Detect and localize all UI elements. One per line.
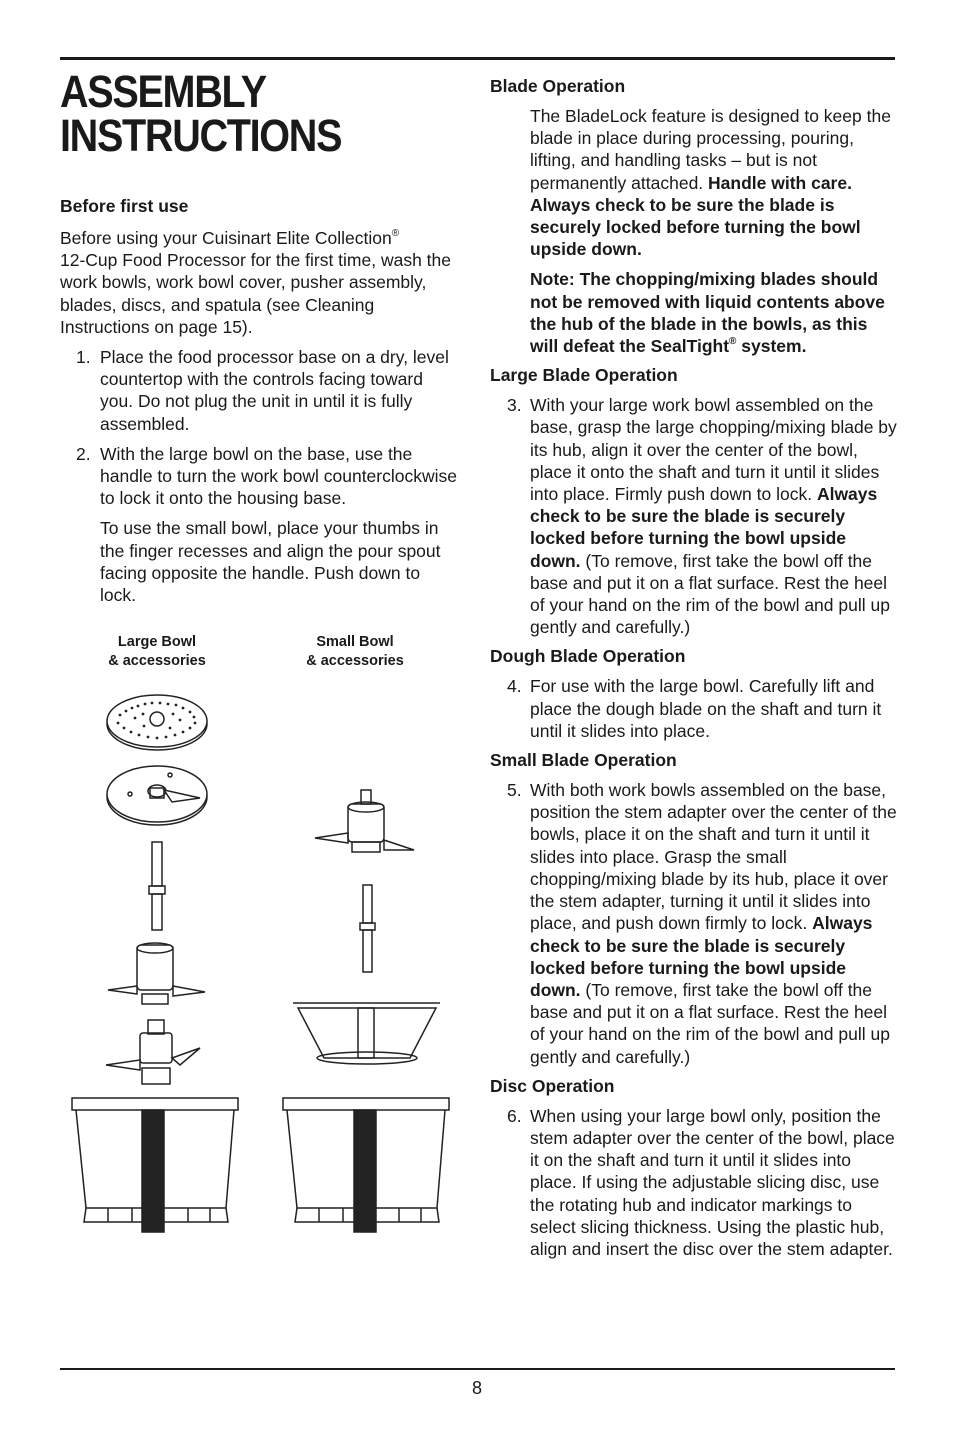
step-4: 4. For use with the large bowl. Carefully lift and place the dough blade on the shaft and turn it until it slides into place. — [507, 676, 882, 741]
step-5: 5. With both work bowls assembled on the base, position the stem adapter over the center of the bowls, place it on the shaft and turn it until it slides into place. Grasp the small chopping/mixing blade by its hub, place it over the stem adapter, turning it until it slides into place, and push down firmly to lock. Always check to be sure the blade is securely locked before turning the bowl upside down. (To remove, first take the bowl off the base and put it on a flat surface. Rest the heel of your hand on the rim of the bowl and pull up gently and carefully.) — [507, 780, 897, 1067]
large-blade-icon — [106, 1020, 200, 1084]
caption-small-bowl: Small Bowl & accessories — [306, 634, 404, 669]
blade-operation-heading: Blade Operation — [490, 76, 626, 96]
title-line-2: INSTRUCTIONS — [60, 110, 342, 161]
accessories-illustration — [60, 690, 460, 1240]
top-rule — [60, 57, 895, 60]
title-line-1: ASSEMBLY — [60, 66, 266, 117]
large-blade-heading: Large Blade Operation — [490, 365, 678, 386]
large-bowl-icon — [72, 1098, 238, 1232]
slicing-disc-icon — [107, 766, 207, 825]
small-bowl-icon — [293, 1003, 440, 1064]
left-column — [60, 66, 460, 606]
bottom-rule — [60, 1368, 895, 1370]
small-bowl-para: To use the small bowl, place your thumbs in the finger recesses and align the pour spout facing opposite the handle. Push down to lock. — [100, 518, 441, 606]
before-intro: Before using your Cuisinart Elite Collection® 12-Cup Food Processor for the first time, wash the work bowls, work bowl cover, pusher assembly, blades, discs, and spatula (see Cleaning Instructions on page 15). — [60, 228, 451, 337]
right-stem-adapter-icon — [360, 885, 375, 972]
page-number: 8 — [471, 1378, 482, 1398]
step-2: 2. With the large bowl on the base, use the handle to turn the work bowl counterclockwise to lock it onto the housing base. — [76, 443, 457, 509]
step-3: 3. With your large work bowl assembled on the base, grasp the large chopping/mixing blade by its hub, align it over the center of the bowl, place it onto the shaft and turn it until it slides into place. Firmly push down to lock. Always check to be sure the blade is securely locked before turning the bowl upside down. (To remove, first take the bowl off the base and put it on a flat surface. Rest the heel of your hand on the rim of the bowl and pull up gently and carefully.) — [507, 395, 897, 638]
dough-blade-heading: Dough Blade Operation — [490, 646, 686, 667]
step-1: 1. Place the food processor base on a dry, level countertop with the controls facing toward you. Do not plug the unit in until it is fully assembled. — [76, 347, 449, 434]
disc-operation-heading: Disc Operation — [490, 1075, 615, 1096]
small-blade-heading: Small Blade Operation — [490, 750, 677, 771]
bladelock-para: The BladeLock feature is designed to keep the blade in place during processing, pouring, lifting, and handling tasks – but is not permanently attached. Handle with care. Always check to be sure the blade is securely locked before turning the bowl upside down. — [530, 106, 891, 260]
right-column — [490, 76, 900, 1260]
caption-large-bowl: Large Bowl & accessories — [108, 634, 206, 669]
shredding-disc-icon — [107, 695, 207, 750]
step-6: 6. When using your large bowl only, position the stem adapter over the center of the bowl, place it on the shaft and turn it until it slides into place. If using the adjustable slicing disc, use the rotating hub and indicator markings to select slicing thickness. Using the plastic hub, align and insert the disc over the stem adapter. — [507, 1105, 895, 1259]
page-title — [60, 66, 412, 161]
small-blade-icon — [108, 943, 205, 1004]
right-small-blade-icon — [315, 790, 414, 852]
right-large-bowl-icon — [283, 1098, 449, 1232]
stem-adapter-icon — [149, 842, 165, 930]
before-first-use-heading: Before first use — [60, 196, 189, 216]
note-para: Note: The chopping/mixing blades should not be removed with liquid contents above the hub of the blade in the bowls, as this will defeat the SealTight® system. — [530, 269, 885, 357]
